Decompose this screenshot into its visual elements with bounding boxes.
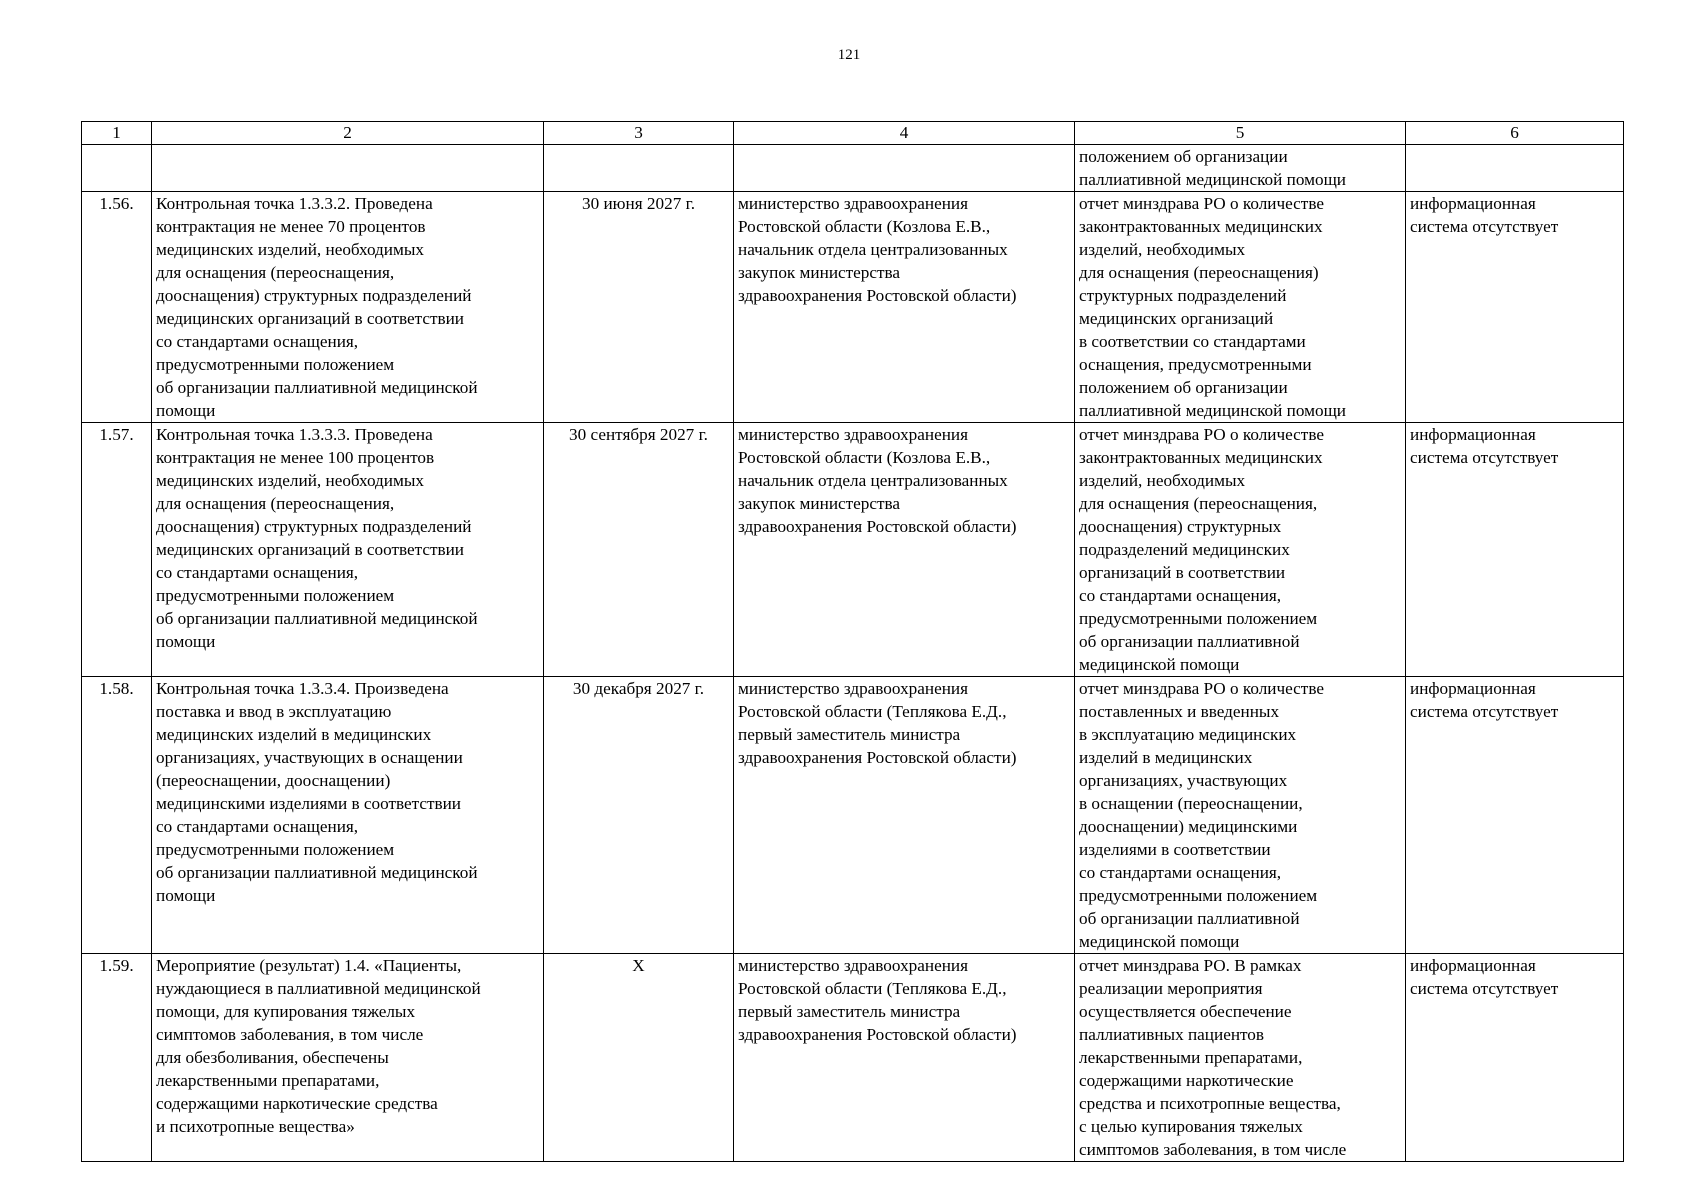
text-line: помощи <box>156 632 216 651</box>
table-row <box>82 423 1624 677</box>
text-line: поставка и ввод в эксплуатацию <box>156 702 392 721</box>
due-date: 30 июня 2027 г. <box>544 192 734 423</box>
text-line: информационная <box>1410 425 1536 444</box>
text-line: предусмотренными положением <box>1079 886 1318 905</box>
text-line: помощи <box>156 886 216 905</box>
text-line: отчет минздрава РО о количестве <box>1079 425 1324 444</box>
event-description <box>152 677 544 954</box>
responsible-party <box>734 677 1075 954</box>
header-col-3: 3 <box>544 122 734 145</box>
text-line: изделий, необходимых <box>1079 240 1246 259</box>
text-line: изделий, необходимых <box>1079 471 1246 490</box>
text-line: дооснащения) структурных подразделений <box>156 517 472 536</box>
continuation-num-cell <box>82 145 152 192</box>
text-line: со стандартами оснащения, <box>156 563 359 582</box>
text-line: Контрольная точка 1.3.3.4. Произведена <box>156 679 449 698</box>
continuation-system-cell <box>1406 145 1624 192</box>
text-line: предусмотренными положением <box>156 586 395 605</box>
text-line: подразделений медицинских <box>1079 540 1290 559</box>
text-line: дооснащения) структурных <box>1079 517 1282 536</box>
text-line: Контрольная точка 1.3.3.3. Проведена <box>156 425 433 444</box>
text-line: предусмотренными положением <box>156 355 395 374</box>
text-line: изделиями в соответствии <box>1079 840 1271 859</box>
header-col-6: 6 <box>1406 122 1624 145</box>
text-line: об организации паллиативной медицинской <box>156 609 478 628</box>
text-line: поставленных и введенных <box>1079 702 1280 721</box>
text-line: предусмотренными положением <box>1079 609 1318 628</box>
information-system <box>1406 192 1624 423</box>
due-date: 30 декабря 2027 г. <box>544 677 734 954</box>
text-line: медицинской помощи <box>1079 655 1240 674</box>
text-line: система отсутствует <box>1410 448 1559 467</box>
header-row <box>82 122 1624 145</box>
text-line: лекарственными препаратами, <box>1079 1048 1303 1067</box>
text-line: положением об организации <box>1079 378 1288 397</box>
responsible-party <box>734 192 1075 423</box>
due-date: 30 сентября 2027 г. <box>544 423 734 677</box>
event-description <box>152 423 544 677</box>
confirming-document <box>1075 954 1406 1162</box>
text-line: медицинских организаций в соответствии <box>156 309 464 328</box>
text-line: Ростовской области (Теплякова Е.Д., <box>738 702 1007 721</box>
row-number: 1.56. <box>82 192 152 423</box>
header-col-4: 4 <box>734 122 1075 145</box>
information-system <box>1406 954 1624 1162</box>
text-line: оснащения, предусмотренными <box>1079 355 1312 374</box>
plan-table <box>81 121 1624 1162</box>
table-row <box>82 677 1624 954</box>
text-line: симптомов заболевания, в том числе <box>156 1025 424 1044</box>
confirming-document <box>1075 423 1406 677</box>
text-line: система отсутствует <box>1410 217 1559 236</box>
text-line: министерство здравоохранения <box>738 425 969 444</box>
header-col-2: 2 <box>152 122 544 145</box>
text-line: положением об организации <box>1079 147 1288 166</box>
continuation-doc-cell <box>1075 145 1406 192</box>
text-line: реализации мероприятия <box>1079 979 1263 998</box>
text-line: дооснащения) структурных подразделений <box>156 286 472 305</box>
text-line: медицинских организаций в соответствии <box>156 540 464 559</box>
text-line: контрактация не менее 70 процентов <box>156 217 426 236</box>
text-line: об организации паллиативной <box>1079 632 1300 651</box>
text-line: Контрольная точка 1.3.3.2. Проведена <box>156 194 433 213</box>
text-line: изделий в медицинских <box>1079 748 1253 767</box>
responsible-party <box>734 954 1075 1162</box>
text-line: система отсутствует <box>1410 979 1559 998</box>
text-line: первый заместитель министра <box>738 1002 961 1021</box>
text-line: отчет минздрава РО. В рамках <box>1079 956 1302 975</box>
text-line: в соответствии со стандартами <box>1079 332 1306 351</box>
text-line: предусмотренными положением <box>156 840 395 859</box>
text-line: информационная <box>1410 956 1536 975</box>
event-description <box>152 954 544 1162</box>
text-line: паллиативной медицинской помощи <box>1079 170 1347 189</box>
text-line: со стандартами оснащения, <box>1079 586 1282 605</box>
event-description <box>152 192 544 423</box>
text-line: начальник отдела централизованных <box>738 240 1008 259</box>
text-line: с целью купирования тяжелых <box>1079 1117 1303 1136</box>
text-line: медицинских изделий в медицинских <box>156 725 432 744</box>
text-line: для оснащения (переоснащения, <box>156 263 395 282</box>
table-header <box>82 122 1624 145</box>
confirming-document <box>1075 677 1406 954</box>
text-line: система отсутствует <box>1410 702 1559 721</box>
text-line: организациях, участвующих в оснащении <box>156 748 463 767</box>
text-line: содержащими наркотические <box>1079 1071 1294 1090</box>
table-body <box>82 145 1624 1162</box>
responsible-party <box>734 423 1075 677</box>
text-line: отчет минздрава РО о количестве <box>1079 194 1324 213</box>
text-line: симптомов заболевания, в том числе <box>1079 1140 1347 1159</box>
text-line: паллиативной медицинской помощи <box>1079 401 1347 420</box>
text-line: медицинской помощи <box>1079 932 1240 951</box>
text-line: для оснащения (переоснащения, <box>156 494 395 513</box>
text-line: закупок министерства <box>738 494 901 513</box>
text-line: Ростовской области (Козлова Е.В., <box>738 448 991 467</box>
row-number: 1.59. <box>82 954 152 1162</box>
row-number: 1.58. <box>82 677 152 954</box>
table-row <box>82 954 1624 1162</box>
text-line: Ростовской области (Теплякова Е.Д., <box>738 979 1007 998</box>
text-line: (переоснащении, дооснащении) <box>156 771 391 790</box>
text-line: отчет минздрава РО о количестве <box>1079 679 1324 698</box>
text-line: со стандартами оснащения, <box>1079 863 1282 882</box>
information-system <box>1406 423 1624 677</box>
text-line: закупок министерства <box>738 263 901 282</box>
text-line: в эксплуатацию медицинских <box>1079 725 1297 744</box>
text-line: законтрактованных медицинских <box>1079 448 1323 467</box>
text-line: здравоохранения Ростовской области) <box>738 286 1017 305</box>
text-line: и психотропные вещества» <box>156 1117 355 1136</box>
text-line: Мероприятие (результат) 1.4. «Пациенты, <box>156 956 462 975</box>
confirming-document <box>1075 192 1406 423</box>
text-line: начальник отдела централизованных <box>738 471 1008 490</box>
text-line: министерство здравоохранения <box>738 956 969 975</box>
continuation-desc-cell <box>152 145 544 192</box>
continuation-date-cell <box>544 145 734 192</box>
text-line: в оснащении (переоснащении, <box>1079 794 1303 813</box>
table-row <box>82 192 1624 423</box>
text-line: медицинских изделий, необходимых <box>156 240 425 259</box>
text-line: медицинскими изделиями в соответствии <box>156 794 461 813</box>
text-line: Ростовской области (Козлова Е.В., <box>738 217 991 236</box>
due-date: Х <box>544 954 734 1162</box>
text-line: информационная <box>1410 194 1536 213</box>
text-line: осуществляется обеспечение <box>1079 1002 1292 1021</box>
text-line: помощи <box>156 401 216 420</box>
text-line: структурных подразделений <box>1079 286 1287 305</box>
text-line: для оснащения (переоснащения, <box>1079 494 1318 513</box>
text-line: здравоохранения Ростовской области) <box>738 748 1017 767</box>
text-line: об организации паллиативной <box>1079 909 1300 928</box>
text-line: контрактация не менее 100 процентов <box>156 448 435 467</box>
text-line: организаций в соответствии <box>1079 563 1286 582</box>
text-line: министерство здравоохранения <box>738 194 969 213</box>
text-line: со стандартами оснащения, <box>156 332 359 351</box>
information-system <box>1406 677 1624 954</box>
text-line: содержащими наркотические средства <box>156 1094 438 1113</box>
text-line: для обезболивания, обеспечены <box>156 1048 389 1067</box>
text-line: законтрактованных медицинских <box>1079 217 1323 236</box>
text-line: об организации паллиативной медицинской <box>156 863 478 882</box>
text-line: паллиативных пациентов <box>1079 1025 1265 1044</box>
text-line: дооснащении) медицинскими <box>1079 817 1298 836</box>
page-number: 121 <box>837 47 861 63</box>
continuation-row <box>82 145 1624 192</box>
text-line: для оснащения (переоснащения) <box>1079 263 1319 282</box>
header-col-5: 5 <box>1075 122 1406 145</box>
text-line: медицинских изделий, необходимых <box>156 471 425 490</box>
text-line: медицинских организаций <box>1079 309 1274 328</box>
text-line: министерство здравоохранения <box>738 679 969 698</box>
text-line: организациях, участвующих <box>1079 771 1288 790</box>
text-line: нуждающиеся в паллиативной медицинской <box>156 979 481 998</box>
text-line: об организации паллиативной медицинской <box>156 378 478 397</box>
text-line: здравоохранения Ростовской области) <box>738 517 1017 536</box>
row-number: 1.57. <box>82 423 152 677</box>
text-line: средства и психотропные вещества, <box>1079 1094 1341 1113</box>
text-line: информационная <box>1410 679 1536 698</box>
text-line: помощи, для купирования тяжелых <box>156 1002 416 1021</box>
text-line: здравоохранения Ростовской области) <box>738 1025 1017 1044</box>
text-line: со стандартами оснащения, <box>156 817 359 836</box>
continuation-resp-cell <box>734 145 1075 192</box>
text-line: первый заместитель министра <box>738 725 961 744</box>
header-col-1: 1 <box>82 122 152 145</box>
text-line: лекарственными препаратами, <box>156 1071 380 1090</box>
